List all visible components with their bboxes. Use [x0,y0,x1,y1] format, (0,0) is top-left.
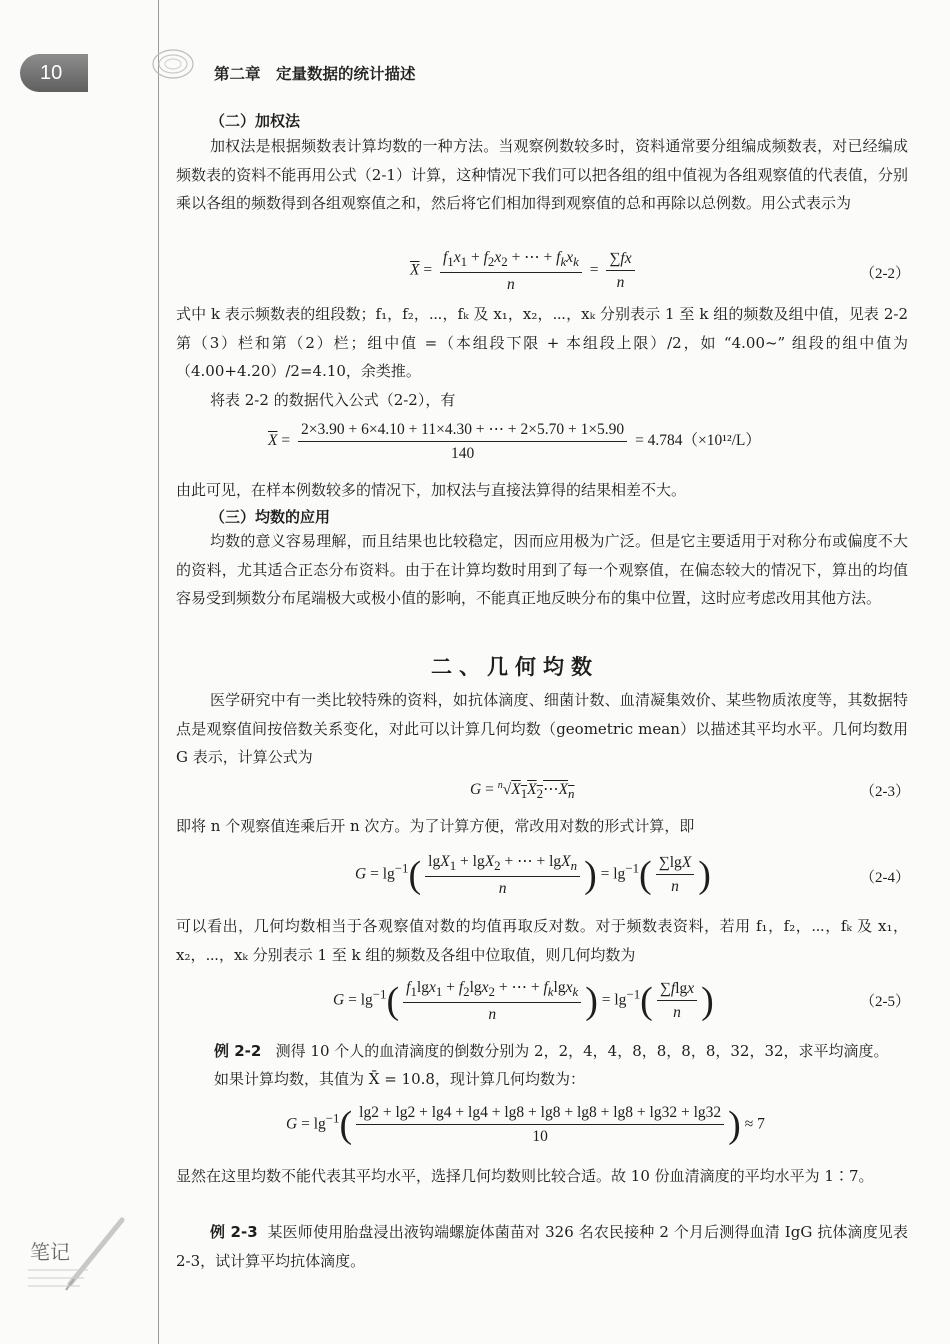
example-2-3-paragraph [176,1218,908,1275]
paragraph-geometric-intro: 医学研究中有一类比较特殊的资料，如抗体滴度、细菌计数、血清凝集效价、某些物质浓度等，其数据特点是观察值间按倍数关系变化，对此可以计算几何均数（geometric mean）以描述其平均水平。几何均数用 G 表示，计算公式为 [176,691,908,766]
equation-number-2-5: （2-5） [860,994,910,1010]
swirl-ornament-icon [150,44,196,84]
note-lines-decoration [28,1262,98,1302]
page-number-tab [20,54,88,92]
paragraph-weighted-intro: 加权法是根据频数表计算均数的一种方法。当观察例数较多时，资料通常要分组编成频数表，对已经编成频数表的资料不能再用公式（2-1）计算，这种情况下我们可以把各组的组中值视为各组观察值的代表值，分别乘以各组的频数得到各组观察值之和，然后将它们相加得到观察值的总和再除以总例数。用公式表示为 [176,137,908,212]
example-2-3-text: 某医师使用胎盘浸出液钩端螺旋体菌苗对 326 名农民接种 2 个月后测得血清 IgG 抗体滴度见表 2-3，试计算平均抗体滴度。 [176,1223,909,1270]
example-2-2-denominator: 10 [532,1128,548,1145]
equation-number-2-4: （2-4） [860,870,910,886]
formula-2-5: $G = \lg^{-1}$( $\frac{f_1\lg x_1 + f_2\lg x_2 + \cdots + f_k\lg x_k}{n}$ ) = $\lg^{-1}$( $\frac{\sum flgx}{n}$ ) [333,979,714,1024]
formula-2-3: $G = ^n√X_1X_2\cdots X_n$ [470,780,575,802]
paragraph-example-2-2-conclusion: 显然在这里均数不能代表其平均水平，选择几何均数则比较合适。故 10 份血清滴度的平均水平为 1∶7。 [176,1167,874,1185]
paragraph-log-form: 即将 n 个观察值连乘后开 n 次方。为了计算方便，常改用对数的形式计算，即 [176,817,695,835]
notes-label: 笔记 [30,1240,70,1264]
equation-number-2-2: （2-2） [860,266,910,282]
example-2-2-result: ≈ 7 [744,1115,765,1133]
example-2-2-numerator: lg2 + lg2 + lg4 + lg4 + lg8 + lg8 + lg8 + lg8 + lg32 + lg32 [356,1104,724,1125]
example-2-2-mean-line: 如果计算均数，其值为 X̄ = 10.8，现计算几何均数为： [214,1070,585,1088]
example-2-2-line1 [214,1040,889,1061]
example-2-3-label: 例 2-3 [210,1223,258,1241]
formula-2-2: $\overline{X}$ = $\frac{f_1x_1 + f_2x_2 + \cdots + f_kx_k}{n}$ = $\frac{\sum fx}{n}$ [410,248,639,294]
paragraph-comparison: 由此可见，在样本例数较多的情况下，加权法与直接法算得的结果相差不大。 [176,481,687,499]
paragraph-frequency-geometric: 可以看出，几何均数相当于各观察值对数的均值再取反对数。对于频数表资料，若用 f₁，f₂，⋯，fₖ 及 x₁，x₂，⋯，xₖ 分别表示 1 至 k 组的频数及各组中位取值，则几何均数为 [176,917,908,964]
formula-2-4: $G = \lg^{-1}$( $\frac{\lg X_1 + \lg X_2 + \cdots + \lg X_n}{n}$ ) = $\lg^{-1}$( $\frac{\sum\lg X}{n}$ ) [355,853,711,898]
example-2-2-text: 测得 10 个人的血清滴度的倒数分别为 2，2，4，4，8，8，8，8，32，32，求平均滴度。 [275,1042,889,1060]
section-heading-geometric-mean: 二、几何均数 [431,654,599,679]
section-heading-application: （三）均数的应用 [210,508,331,526]
weighted-calc-result: = 4.784（×10¹²/L） [635,432,761,450]
weighted-calc-numerator: 2×3.90 + 6×4.10 + 11×4.30 + ⋯ + 2×5.70 + 1×5.90 [298,420,627,442]
equation-number-2-3: （2-3） [860,784,910,800]
example-2-2-label: 例 2-2 [214,1042,262,1060]
weighted-calc-denominator: 140 [450,445,475,462]
chapter-title: 第二章 定量数据的统计描述 [214,65,416,83]
paragraph-symbol-explanation: 式中 k 表示频数表的组段数；f₁，f₂，⋯，fₖ 及 x₁，x₂，⋯，xₖ 分别表示 1 至 k 组的频数及组中值，见表 2-2 第（3）栏和第（2）栏；组中值 =（本组段下限 + 本组段上限）/2，如 “4.00~” 组段的组中值为（4.00+4.20）/2=4.10，余类推。 [176,305,908,380]
page-number: 10 [40,62,63,84]
section-heading-weighted: （二）加权法 [210,112,301,130]
paragraph-application: 均数的意义容易理解，而且结果也比较稳定，因而应用极为广泛。但是它主要适用于对称分布或偏度不大的资料，尤其适合正态分布资料。由于在计算均数时用到了每一个观察值，在偏态较大的情况下，算出的均值容易受到频数分布尾端极大或极小值的影响，不能真正地反映分布的集中位置，这时应考虑改用其他方法。 [176,532,908,607]
formula-weighted-calculation: $\overline{X}$ = $\frac{2\times 3.90 + 6\times 4.10 + 11\times 4.30 + \cdots + 2\times 5.70 + 1\times 5.90}{140}$ = 4.784（×10¹²/L） [268,421,761,462]
paragraph-substitute: 将表 2-2 的数据代入公式（2-2），有 [210,391,456,409]
formula-example-2-2: $G = \lg^{-1}$( $\frac{\lg 2 + \lg 2 + \lg 4 + \lg 4 + \lg 8 + \lg 8 + \lg 8 + \lg 8 + \lg 32 + \lg 32}{10}$ ) ≈ 7 [286,1104,765,1146]
